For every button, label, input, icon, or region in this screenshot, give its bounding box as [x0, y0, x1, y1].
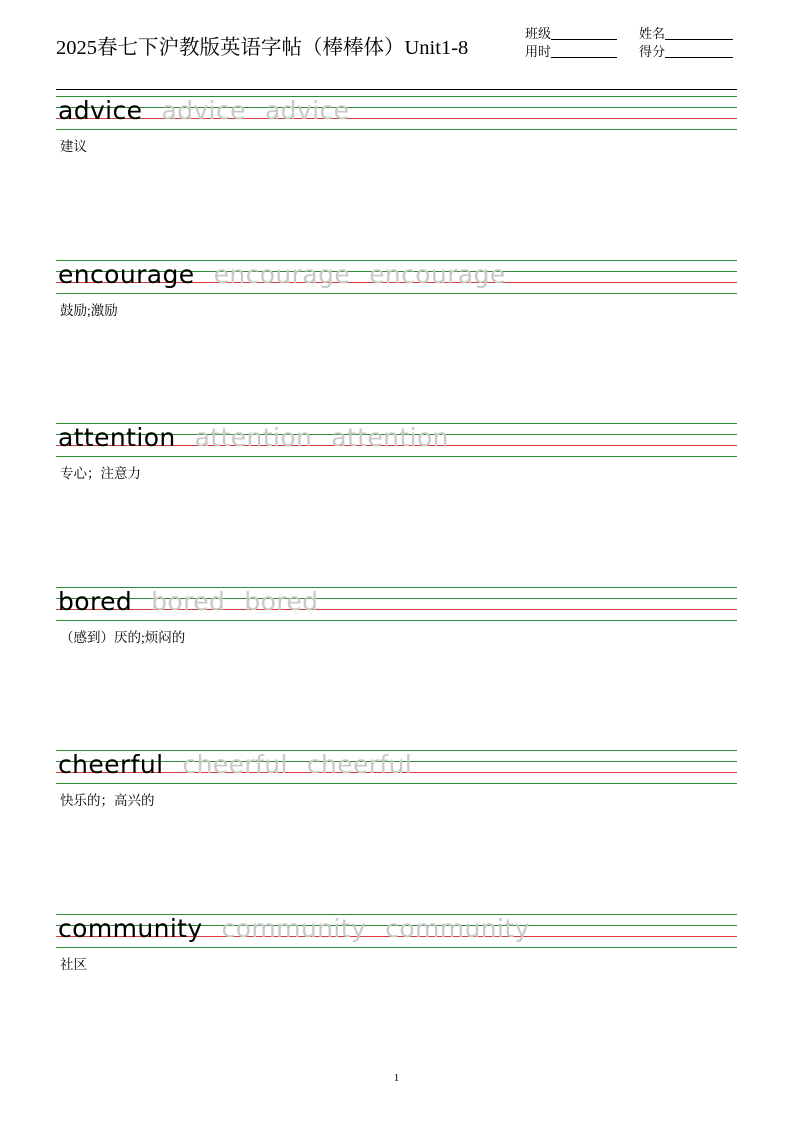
word-trace-2: cheerful [306, 750, 413, 779]
page-title: 2025春七下沪教版英语字帖（棒棒体）Unit1-8 [56, 37, 469, 59]
word-block [56, 96, 737, 245]
word-solid: community [58, 913, 203, 943]
word-row [58, 94, 349, 128]
word-row [58, 421, 449, 455]
field-name-input[interactable] [665, 27, 733, 40]
word-block [56, 260, 737, 409]
practice-staff[interactable] [56, 538, 737, 572]
staff-line-bottom [56, 129, 737, 130]
word-solid: attention [58, 423, 176, 452]
field-class-label: 班级 [524, 26, 551, 41]
practice-staff[interactable] [56, 375, 737, 409]
word-trace-2: bored [244, 586, 319, 616]
word-row [58, 258, 506, 292]
word-staff [56, 914, 737, 948]
header-field-row-1 [525, 27, 733, 40]
field-time-input[interactable] [551, 45, 617, 58]
word-staff [56, 423, 737, 457]
practice-staff[interactable] [56, 333, 737, 367]
word-solid: advice [58, 96, 143, 125]
word-row [58, 585, 318, 619]
staff-line-bottom [56, 620, 737, 621]
word-solid: encourage [58, 259, 195, 289]
word-meaning: 社区 [60, 956, 87, 972]
word-row [58, 912, 530, 946]
field-class [525, 27, 617, 40]
word-meaning: 快乐的；高兴的 [60, 793, 155, 808]
field-time-label: 用时 [524, 44, 551, 59]
header-field-row-2 [525, 45, 733, 58]
practice-staff[interactable] [56, 169, 737, 203]
word-meaning: 鼓励;激励 [60, 302, 118, 318]
word-row [58, 748, 412, 782]
practice-staff[interactable] [56, 823, 737, 857]
word-trace-2: community [385, 913, 530, 943]
word-trace-1: encourage [213, 259, 351, 289]
word-staff [56, 260, 737, 294]
page-number: 1 [393, 1072, 400, 1084]
word-block [56, 750, 737, 899]
practice-staff[interactable] [56, 987, 737, 1021]
word-staff [56, 587, 737, 621]
word-trace-1: bored [151, 586, 226, 616]
word-trace-1: attention [194, 423, 313, 452]
field-score [639, 45, 733, 58]
word-solid: cheerful [58, 750, 164, 779]
field-score-input[interactable] [665, 45, 733, 58]
page-header [56, 0, 737, 82]
word-trace-1: community [221, 913, 367, 943]
field-time [525, 45, 617, 58]
word-trace-1: advice [161, 96, 246, 125]
practice-staff[interactable] [56, 865, 737, 899]
practice-staff[interactable] [56, 702, 737, 736]
staff-line-bottom [56, 947, 737, 948]
staff-line-bottom [56, 783, 737, 784]
field-class-input[interactable] [551, 27, 617, 40]
staff-line-bottom [56, 293, 737, 294]
word-trace-2: advice [264, 96, 350, 125]
field-score-label: 得分 [638, 44, 665, 59]
word-solid: bored [58, 586, 133, 616]
word-meaning: 建议 [60, 139, 87, 154]
practice-staff[interactable] [56, 496, 737, 530]
practice-staff[interactable] [56, 211, 737, 245]
field-name [639, 27, 733, 40]
word-meaning: 专心；注意力 [60, 466, 141, 481]
word-staff [56, 750, 737, 784]
word-trace-2: encourage [369, 259, 506, 289]
word-block [56, 914, 737, 1021]
word-block [56, 587, 737, 736]
word-meaning: （感到）厌的;烦闷的 [60, 629, 186, 645]
word-trace-2: attention [331, 423, 449, 452]
practice-staff[interactable] [56, 660, 737, 694]
word-list [56, 90, 737, 1021]
word-block [56, 423, 737, 572]
word-staff [56, 96, 737, 130]
word-trace-1: cheerful [182, 750, 288, 779]
staff-line-bottom [56, 456, 737, 457]
header-fields [525, 26, 737, 58]
field-name-label: 姓名 [638, 26, 665, 41]
